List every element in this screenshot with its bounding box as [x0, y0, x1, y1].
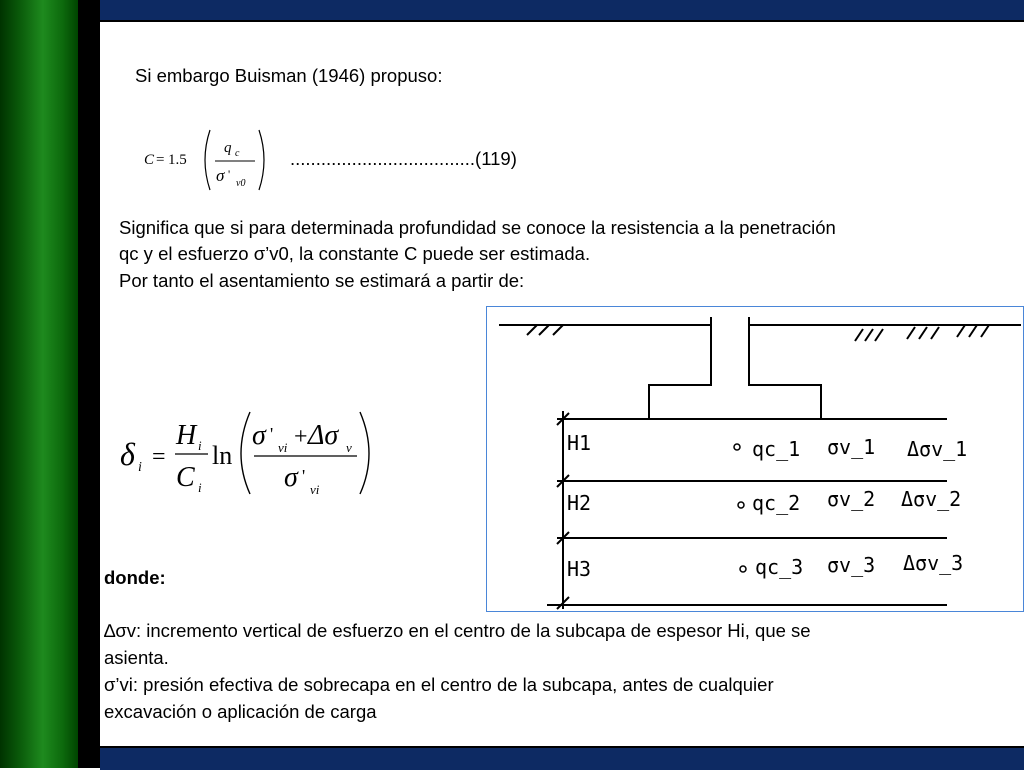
soil-layers-diagram — [486, 306, 1024, 612]
eq-left-paren — [241, 412, 250, 494]
eq-H: H — [176, 420, 197, 451]
eq119-equals: = — [156, 152, 165, 168]
footing-right-outline — [749, 317, 821, 419]
ground-hatch-right-3 — [957, 325, 989, 337]
left-black-frame — [78, 0, 100, 768]
eq-ln: ln — [212, 441, 233, 470]
eq119-num-q: q — [224, 140, 232, 156]
eq-plus: + — [294, 424, 308, 450]
eq119-den-sub: v0 — [236, 178, 246, 189]
eq-delta: δ — [120, 436, 135, 472]
eq119-den-sigma: σ — [216, 166, 225, 185]
eq-num-delta-sub: v — [346, 440, 352, 455]
eq-num-prime: ' — [270, 424, 274, 444]
paragraph-line-2: qc y el esfuerzo σ’v0, la constante C puede ser estimada. — [119, 243, 591, 264]
eq-den-prime: ' — [302, 466, 306, 486]
qc-point-1 — [734, 444, 740, 450]
eq119-num-sub: c — [235, 148, 240, 159]
eq-num-sigma: σ — [252, 420, 266, 451]
eq-equals: = — [152, 444, 166, 470]
eq-num-delta: Δσ — [308, 420, 339, 451]
eq-right-paren — [360, 412, 369, 494]
eq119-reference: ....................................(119) — [290, 148, 517, 169]
eq-C-sub: i — [198, 480, 202, 495]
layer-3-delta-sigma-v: Δσv_3 — [903, 551, 964, 575]
layer-2-qc: qc_2 — [752, 491, 801, 515]
layer-1-delta-sigma-v: Δσv_1 — [907, 437, 968, 461]
definition-2-line-2: excavación o aplicación de carga — [104, 701, 377, 722]
layer-3-sigma-v: σv_3 — [827, 553, 876, 577]
paragraph-line-1: Significa que si para determinada profundidad se conoce la resistencia a la penetración — [119, 217, 836, 238]
intro-text: Si embargo Buisman (1946) propuso: — [135, 65, 443, 86]
equation-119 — [118, 126, 268, 194]
ground-hatch-right-1 — [855, 329, 883, 341]
eq-C: C — [176, 462, 195, 493]
layer-1-qc: qc_1 — [752, 437, 801, 461]
layer-2-sigma-v: σv_2 — [827, 487, 876, 511]
eq119-left-paren — [205, 130, 210, 190]
eq119-right-paren — [259, 130, 264, 190]
paragraph-line-3: Por tanto el asentamiento se estimará a partir de: — [119, 270, 525, 291]
eq-num-sub: vi — [278, 440, 288, 455]
eq119-den-prime: ' — [228, 167, 231, 181]
definition-2-line-1: σ’vi: presión efectiva de sobrecapa en el centro de la subcapa, antes de cualquier — [104, 674, 774, 695]
eq119-lhs: C — [144, 152, 155, 168]
ground-hatch-left-1 — [527, 325, 563, 335]
eq-den-sub: vi — [310, 482, 320, 497]
donde-heading: donde: — [104, 567, 166, 588]
definition-1-line-2: asienta. — [104, 647, 169, 668]
layer-1-thickness: H1 — [567, 431, 592, 455]
left-green-frame — [0, 0, 78, 768]
layer-3-thickness: H3 — [567, 557, 592, 581]
layer-2-thickness: H2 — [567, 491, 592, 515]
qc-point-2 — [738, 502, 744, 508]
eq-den-sigma: σ — [284, 462, 298, 493]
eq-H-sub: i — [198, 438, 202, 453]
eq-delta-sub: i — [138, 460, 142, 475]
footing-left-outline — [649, 317, 711, 419]
eq119-coef: 1.5 — [168, 152, 187, 168]
bottom-blue-band — [100, 746, 1024, 770]
qc-point-3 — [740, 566, 746, 572]
ground-hatch-right-2 — [907, 327, 939, 339]
top-blue-band — [100, 0, 1024, 22]
definition-1-line-1: ∆σv: incremento vertical de esfuerzo en el centro de la subcapa de espesor Hi, que se — [104, 620, 811, 641]
layer-3-qc: qc_3 — [755, 555, 804, 579]
settlement-equation — [112, 408, 376, 498]
layer-2-delta-sigma-v: Δσv_2 — [901, 487, 962, 511]
layer-1-sigma-v: σv_1 — [827, 435, 876, 459]
